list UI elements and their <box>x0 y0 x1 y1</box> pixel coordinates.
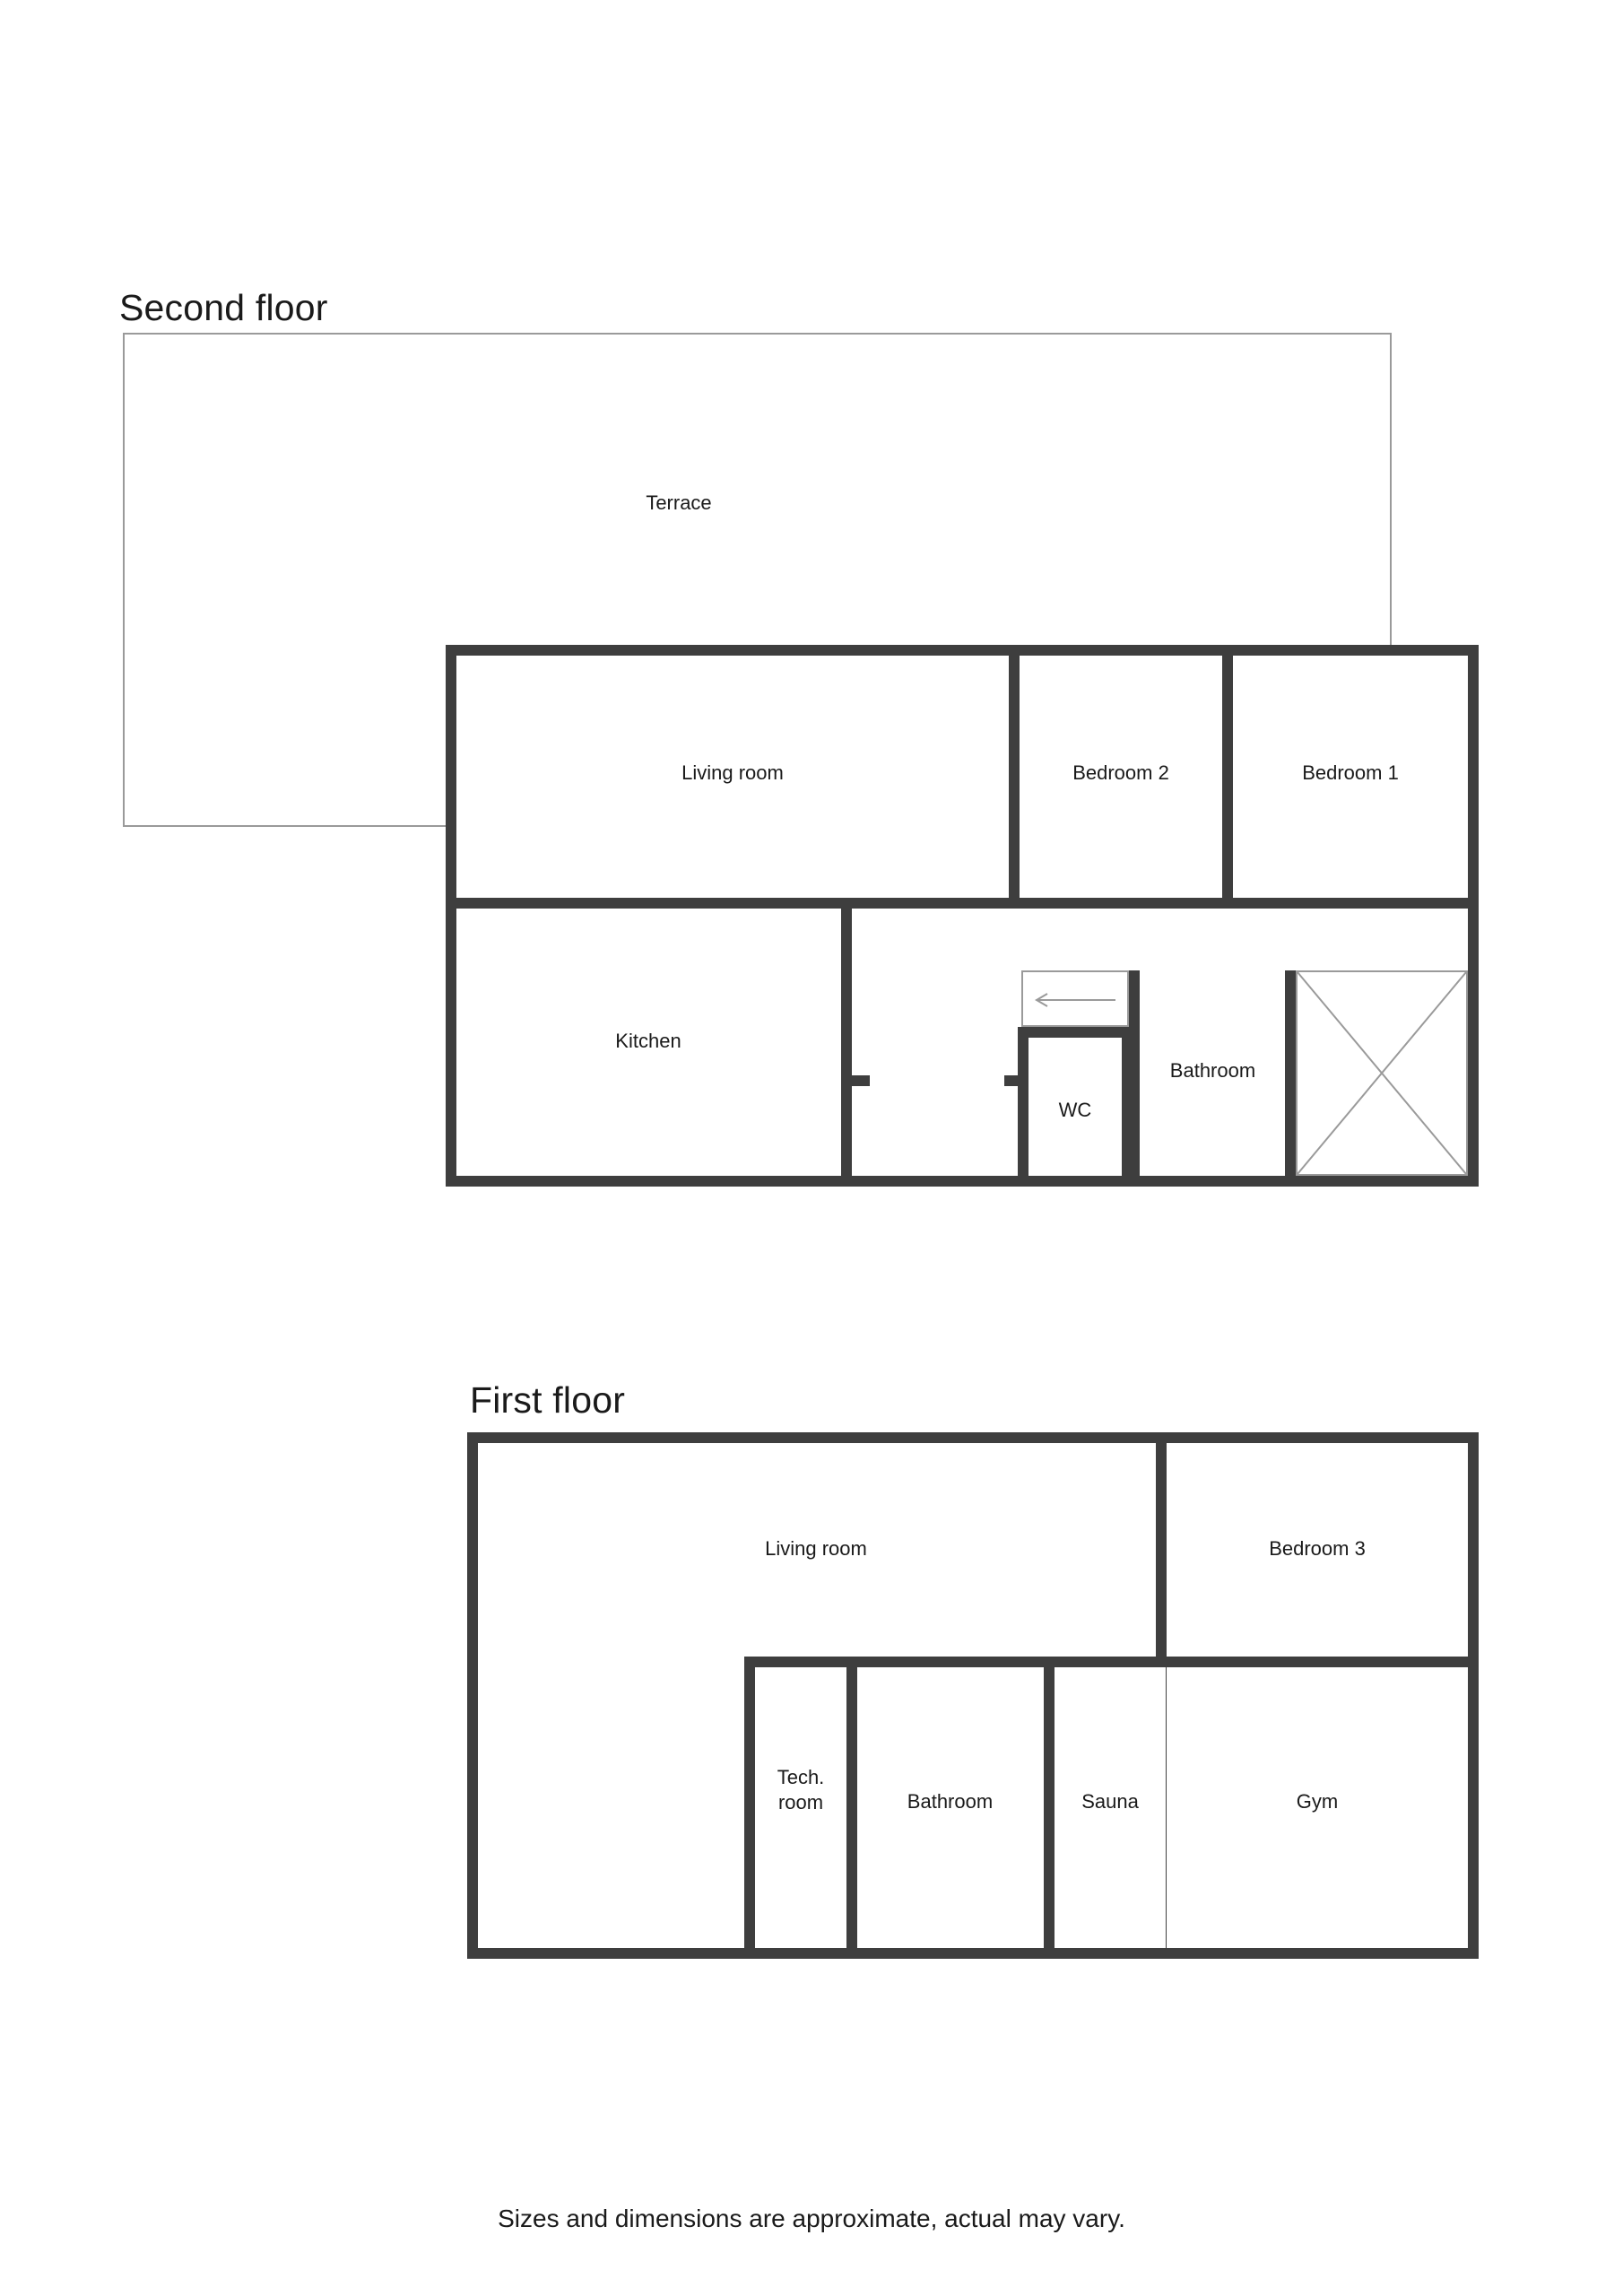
stairwell-cross-icon <box>1296 970 1468 1176</box>
approximate-sizes-note: Sizes and dimensions are approximate, actual may vary. <box>498 2205 1125 2232</box>
room-label-bedroom-2: Bedroom 2 <box>1072 761 1169 784</box>
room-label-bedroom-3: Bedroom 3 <box>1269 1537 1366 1560</box>
room-label-kitchen: Kitchen <box>615 1030 681 1052</box>
first-floor-tech-room <box>755 1667 846 1948</box>
second-floor-bedroom-1 <box>1233 656 1468 898</box>
second-floor-wc <box>1028 1038 1122 1176</box>
room-label-bedroom-1: Bedroom 1 <box>1302 761 1399 784</box>
first-floor-bedroom-3 <box>1167 1443 1468 1657</box>
first-floor-gym <box>1167 1667 1468 1948</box>
wall-stub-left <box>841 1075 870 1086</box>
first-floor-living-room-lower <box>478 1657 744 1948</box>
first-floor-sauna <box>1055 1667 1166 1948</box>
room-label-sauna: Sauna <box>1081 1790 1139 1813</box>
room-label-living-room-second: Living room <box>681 761 784 784</box>
second-floor-living-room <box>456 656 1009 898</box>
room-label-bathroom-second: Bathroom <box>1169 1059 1256 1082</box>
first-floor-bathroom <box>857 1667 1044 1948</box>
room-label-living-room-first: Living room <box>765 1537 867 1560</box>
room-label-wc: WC <box>1058 1099 1092 1121</box>
second-floor-bathroom <box>1140 970 1285 1176</box>
first-floor-living-room-upper <box>478 1443 1156 1657</box>
second-floor-kitchen <box>456 909 841 1176</box>
room-label-terrace: Terrace <box>646 491 712 514</box>
room-label-gym: Gym <box>1296 1790 1339 1813</box>
room-label-bathroom-first: Bathroom <box>907 1790 994 1813</box>
second-floor-bedroom-2 <box>1020 656 1222 898</box>
first-floor-title: First floor <box>470 1379 626 1421</box>
second-floor-title: Second floor <box>119 287 328 328</box>
stair-direction-arrow-icon <box>1029 990 1119 1010</box>
room-label-tech-room: Tech. room <box>777 1766 825 1813</box>
